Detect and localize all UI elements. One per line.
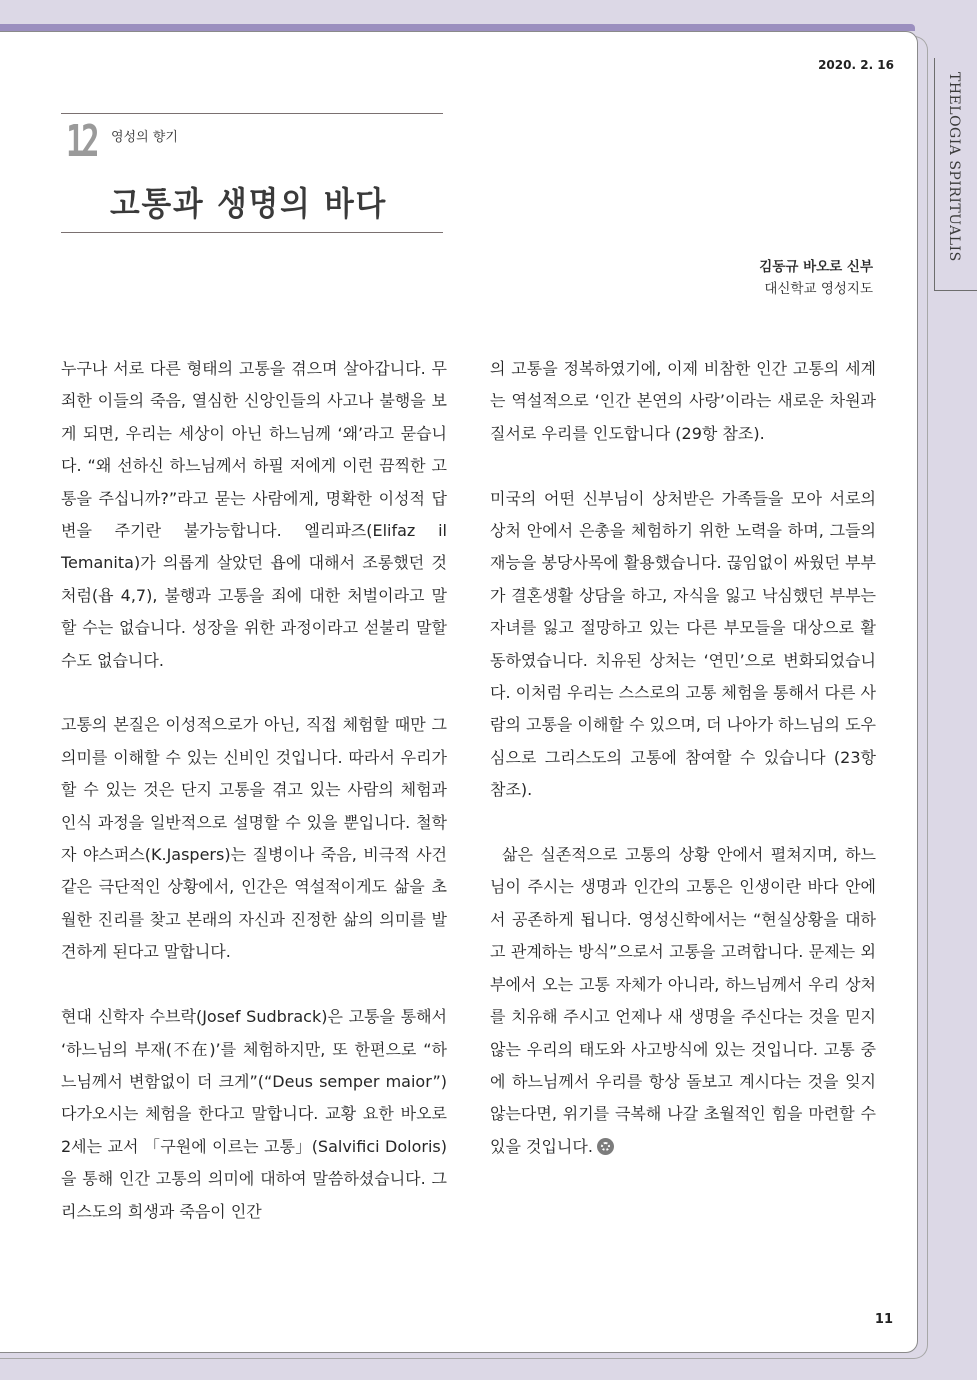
author-block	[759, 256, 873, 300]
left-column	[61, 353, 447, 1260]
author-affiliation: 대신학교 영성지도	[764, 281, 873, 297]
title-top-rule	[61, 113, 443, 114]
author-name: 김동규 바오로 신부	[759, 259, 873, 275]
issue-date: 2020. 2. 16	[818, 58, 894, 72]
paragraph: 고통의 본질은 이성적으로가 아닌, 직접 체험할 때만 그 의미를 이해할 수 있는 신비인 것입니다. 따라서 우리가 할 수 있는 것은 단지 고통을 겪고 있는 사람의 체험과 인식 과정을 일반적으로 설명할 수 있을 뿐입니다. 철학자 야스퍼스(K.Jaspers)는 질병이나 죽음, 비극적 사건 같은 극단적인 상황에서, 인간은 역설적이게도 삶을 초월한 진리를 찾고 본래의 자신과 진정한 삶의 의미를 발견하게 된다고 말합니다.	[61, 715, 447, 962]
cross-circle-icon	[597, 1138, 614, 1155]
final-paragraph	[490, 839, 876, 1163]
page-number: 11	[874, 1312, 893, 1327]
issue-number: 12	[66, 116, 97, 167]
title-bottom-rule	[61, 232, 443, 233]
paragraph: 현대 신학자 수브락(Josef Sudbrack)은 고통을 통해서 ‘하느님의 부재(不在)’를 체험하지만, 또 한편으로 “하느님께서 변함없이 더 크게”(“Deus semper maior”) 다가오시는 체험을 한다고 말합니다. 교황 요한 바오로 2세는 교서 「구원에 이르는 고통」(Salvifici Doloris)을 통해 인간 고통의 의미에 대하여 말씀하셨습니다. 그리스도의 희생과 죽음이 인간	[61, 1007, 447, 1221]
side-label: THELOGIA SPIRITUALIS	[946, 72, 962, 262]
right-column	[490, 353, 876, 1196]
paragraph-text: 삶은 실존적으로 고통의 상황 안에서 펼쳐지며, 하느님이 주시는 생명과 인간의 고통은 인생이란 바다 안에서 공존하게 됩니다. 영성신학에서는 “현실상황을 대하고 관계하는 방식”으로서 고통을 고려합니다. 문제는 외부에서 오는 고통 자체가 아니라, 하느님께서 우리 상처를 치유해 주시고 언제나 새 생명을 주신다는 것을 믿지 않는 우리의 태도와 사고방식에 있는 것입니다. 고통 중에 하느님께서 우리를 항상 돌보고 계시다는 것을 잊지 않는다면, 위기를 극복해 나갈 초월적인 힘을 마련할 수 있을 것입니다.	[490, 845, 876, 1156]
article-title: 고통과 생명의 바다	[110, 184, 388, 223]
paragraph: 누구나 서로 다른 형태의 고통을 겪으며 살아갑니다. 무죄한 이들의 죽음, 열심한 신앙인들의 사고나 불행을 보게 되면, 우리는 세상이 아닌 하느님께 ‘왜’라고 묻습니다. “왜 선하신 하느님께서 하필 저에게 이런 끔찍한 고통을 주십니까?”라고 묻는 사람에게, 명확한 이성적 답변을 주기란 불가능합니다. 엘리파즈(Elifaz il Temanita)가 의롭게 살았던 욥에 대해서 조롱했던 것처럼(욥 4,7), 불행과 고통을 죄에 대한 처벌이라고 말할 수는 없습니다. 성장을 위한 과정이라고 섣불리 말할 수도 없습니다.	[61, 359, 447, 670]
paragraph: 의 고통을 정복하였기에, 이제 비참한 인간 고통의 세계는 역설적으로 ‘인간 본연의 사랑’이라는 새로운 차원과 질서로 우리를 인도합니다 (29항 참조).	[490, 359, 876, 443]
accent-stripe	[0, 24, 915, 31]
paragraph: 미국의 어떤 신부님이 상처받은 가족들을 모아 서로의 상처 안에서 은총을 체험하기 위한 노력을 하며, 그들의 재능을 봉당사목에 활용했습니다. 끊임없이 싸웠던 부부가 결혼생활 상담을 하고, 자식을 잃고 낙심했던 부부는 자녀를 잃고 절망하고 있는 다른 부모들을 대상으로 활동하였습니다. 치유된 상처는 ‘연민’으로 변화되었습니다. 이처럼 우리는 스스로의 고통 체험을 통해서 다른 사람의 고통을 이해할 수 있으며, 더 나아가 하느님의 도우심으로 그리스도의 고통에 참여할 수 있습니다 (23항 참조).	[490, 488, 877, 800]
section-name: 영성의 향기	[111, 130, 178, 145]
